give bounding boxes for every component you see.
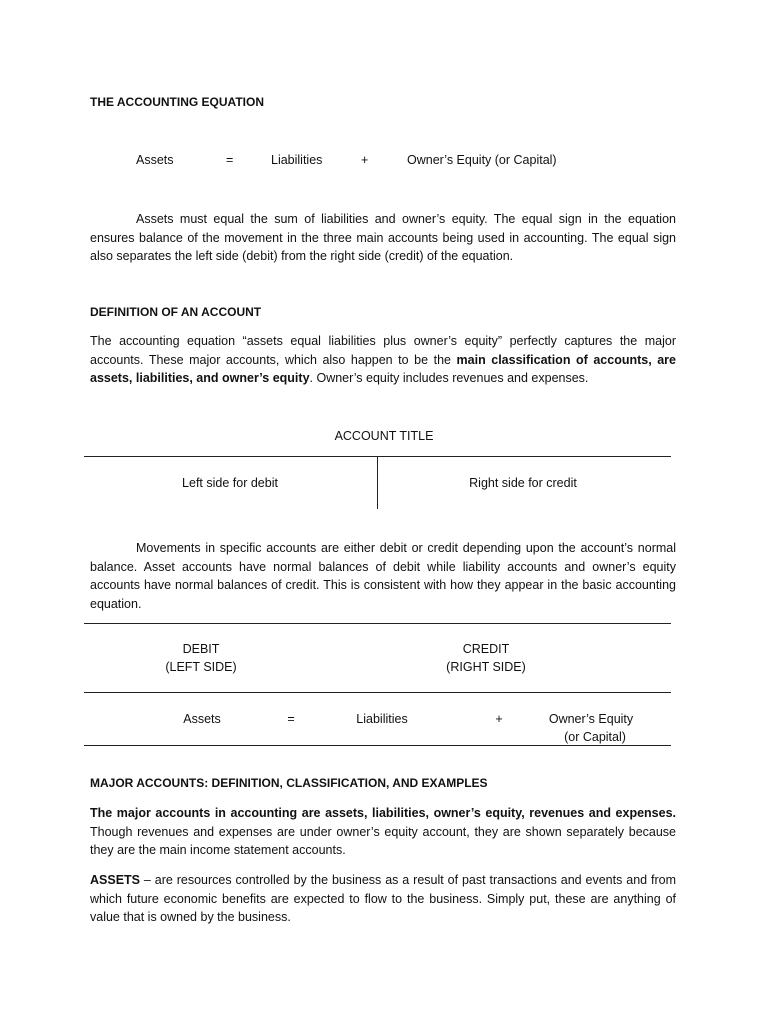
- t-account-right-label: Right side for credit: [469, 476, 577, 490]
- table-assets: Assets: [183, 712, 221, 726]
- table-owners-equity: Owner’s Equity: [548, 712, 634, 726]
- assets-term: ASSETS: [90, 873, 141, 887]
- heading-accounting-equation: THE ACCOUNTING EQUATION: [90, 95, 264, 109]
- paragraph-bold-major-accounts: The major accounts in accounting are assets, liabilities, owner’s equity, revenues and expenses.: [90, 806, 676, 820]
- debit-sublabel: (LEFT SIDE): [165, 660, 237, 674]
- credit-label: CREDIT: [462, 642, 510, 656]
- table-bottom-line: [84, 745, 671, 746]
- credit-sublabel: (RIGHT SIDE): [446, 660, 526, 674]
- debit-label: DEBIT: [182, 642, 220, 656]
- paragraph-text-b: . Owner’s equity includes revenues and expenses.: [309, 371, 589, 386]
- assets-definition-text: – are resources controlled by the business as a result of past transactions and events and from which future economic benefits are expected to flow to the business. Simply put, these are anything of value that is owned by the business.: [90, 873, 676, 925]
- paragraph-text: Though revenues and expenses are under owner’s equity account, they are shown separately because they are the main income statement accounts.: [90, 824, 676, 858]
- heading-definition-account: DEFINITION OF AN ACCOUNT: [90, 305, 262, 319]
- paragraph-assets-definition: [90, 871, 676, 927]
- paragraph-movements: [90, 539, 676, 614]
- paragraph-text-a: The accounting equation “assets equal liabilities plus owner’s equity” perfectly captures the major accounts. These major accounts, which also happen to be the: [90, 334, 676, 367]
- table-liabilities: Liabilities: [356, 712, 408, 726]
- paragraph-equation-explanation: [90, 210, 676, 266]
- table-equals: =: [287, 712, 295, 726]
- paragraph-definition-account: [90, 332, 676, 388]
- eq-equals: =: [226, 153, 234, 167]
- eq-liabilities: Liabilities: [271, 153, 323, 167]
- table-middle-line: [84, 692, 671, 693]
- paragraph-major-accounts: [90, 804, 676, 860]
- paragraph-text: Assets must equal the sum of liabilities and owner’s equity. The equal sign in the equation ensures balance of the movement in the three main accounts being used in accounting. The equal sign also separates the left side (debit) from the right side (credit) of the equation.: [90, 212, 676, 264]
- eq-plus: +: [361, 153, 369, 167]
- t-account-left-label: Left side for debit: [182, 476, 278, 490]
- table-or-capital: (or Capital): [564, 730, 626, 744]
- t-account-divider: [377, 457, 378, 509]
- t-account-title: ACCOUNT TITLE: [334, 429, 434, 443]
- table-top-line: [84, 623, 671, 624]
- heading-major-accounts: MAJOR ACCOUNTS: DEFINITION, CLASSIFICATION, AND EXAMPLES: [90, 776, 488, 790]
- paragraph-bold-main-classification: main classification of accounts, are assets, liabilities, and owner’s equity: [90, 352, 676, 386]
- eq-assets: Assets: [136, 153, 174, 167]
- paragraph-text: Movements in specific accounts are either debit or credit depending upon the account’s normal balance. Asset accounts have normal balances of debit while liability accounts and owner’s equity accounts have normal balances of credit. This is consistent with how they appear in the basic accounting equation.: [90, 541, 676, 612]
- table-plus: +: [495, 712, 503, 726]
- eq-owners-equity: Owner’s Equity (or Capital): [407, 153, 557, 167]
